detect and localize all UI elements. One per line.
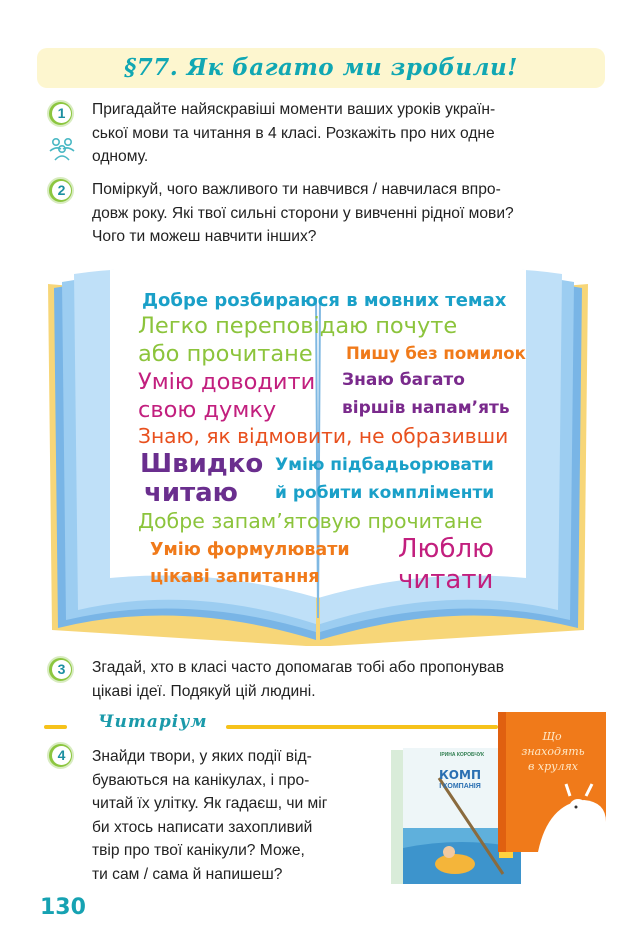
book-phrase: Пишу без помилок xyxy=(346,344,526,363)
section-dash xyxy=(44,725,67,729)
book-phrase: Умію доводити xyxy=(138,369,316,395)
task-4-text xyxy=(92,745,327,886)
book-phrase: Швидко xyxy=(140,449,264,479)
book-phrase: Люблю xyxy=(398,534,494,564)
book-phrase: Знаю багато xyxy=(342,370,465,390)
book-phrase: Добре запам’ятовую прочитане xyxy=(138,509,483,533)
book-phrase: Знаю, як відмовити, не образивши xyxy=(138,424,509,448)
task-line: Чого ти можеш навчити інших? xyxy=(92,228,317,245)
task-number-badge xyxy=(47,656,74,683)
book-author: ІРИНА КОРОБЧУК xyxy=(439,752,485,758)
book-phrase: віршів напам’ять xyxy=(342,398,510,418)
book-phrase: Умію формулювати xyxy=(150,540,350,560)
task-3-text xyxy=(92,656,504,703)
task-number-badge xyxy=(47,742,74,769)
task-line: би хтось написати захопливий xyxy=(92,818,313,836)
book-phrase: читати xyxy=(398,565,494,595)
task-line: Поміркуй, чого важливого ти навчився / навчилася впро- xyxy=(92,181,501,198)
book-phrase: й робити компліменти xyxy=(275,483,495,503)
task-line: ти сам / сама й напишеш? xyxy=(92,865,283,883)
book-title: Що xyxy=(542,730,562,743)
book-phrase: Добре розбираюся в мовних темах xyxy=(142,290,507,311)
book-title: знаходять xyxy=(521,745,585,758)
book-phrase: Умію підбадьорювати xyxy=(275,455,494,475)
task-line: цікаві ідеї. Подякуй цій людині. xyxy=(92,682,316,700)
book-title: І КОМПАНІЯ xyxy=(439,783,481,790)
page-title: §77. Як багато ми зробили! xyxy=(124,54,518,81)
task-number: 3 xyxy=(52,660,71,679)
task-number: 4 xyxy=(52,746,71,765)
book-phrase: свою думку xyxy=(138,397,277,423)
task-line: Пригадайте найяскравіші моменти ваших уроків україн- xyxy=(92,101,496,118)
chytarium-heading: Читаріум xyxy=(98,712,208,732)
task-line: одному. xyxy=(92,148,149,165)
page-number: 130 xyxy=(40,895,86,920)
people-group-icon xyxy=(47,136,77,162)
section-line xyxy=(226,725,498,729)
task-number: 2 xyxy=(52,181,71,200)
task-line: Знайди твори, у яких події від- xyxy=(92,748,312,765)
task-line: читай їх улітку. Як гадаєш, чи міг xyxy=(92,795,328,812)
book-phrase: Легко переповідаю почуте xyxy=(138,313,458,339)
task-number-badge xyxy=(47,177,74,204)
task-line: ської мови та читання в 4 класі. Розкажіть про них одне xyxy=(92,124,495,142)
task-line: твір про твої канікули? Може, xyxy=(92,842,305,859)
task-line: буваються на канікулах, і про- xyxy=(92,771,310,789)
book-title: в хрулях xyxy=(527,760,578,773)
book-phrase: цікаві запитання xyxy=(150,567,320,587)
task-1-text xyxy=(92,98,495,169)
task-line: довж року. Які твої сильні сторони у вивченні рідної мови? xyxy=(92,204,514,222)
book-phrase: читаю xyxy=(144,478,238,508)
task-number-badge xyxy=(47,100,74,127)
task-2-text xyxy=(92,178,514,249)
book-title: КОМП xyxy=(439,768,481,782)
task-number: 1 xyxy=(52,104,71,123)
book-phrase: або прочитане xyxy=(138,341,313,367)
task-line: Згадай, хто в класі часто допомагав тобі або пропонував xyxy=(92,659,504,676)
